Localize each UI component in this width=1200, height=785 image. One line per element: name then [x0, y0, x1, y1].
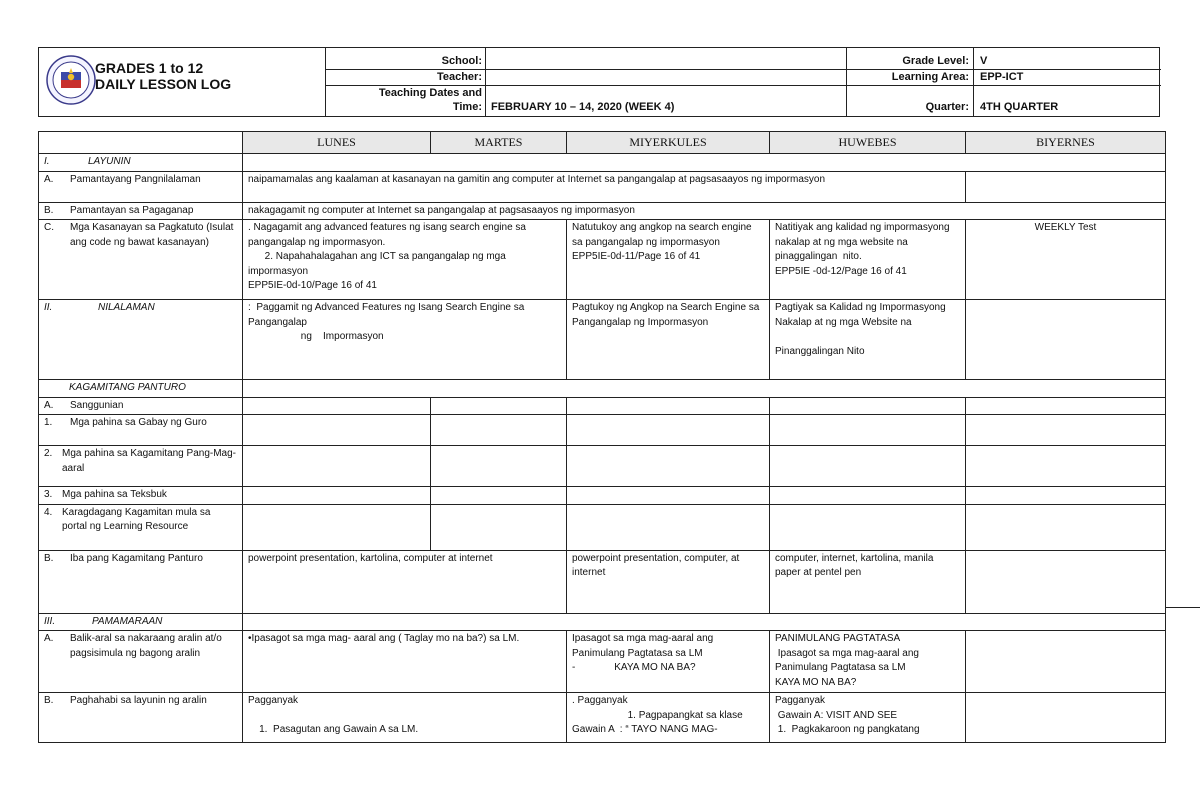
- empty-cell[interactable]: [966, 397, 1166, 415]
- empty-cell[interactable]: [966, 550, 1166, 613]
- header-divider: [846, 48, 847, 116]
- cell-heading: PANIMULANG PAGTATASA: [775, 633, 901, 645]
- row-kasanayan: [39, 220, 1166, 300]
- empty-cell[interactable]: [567, 397, 770, 415]
- empty-cell[interactable]: [966, 171, 1166, 202]
- day-header-row: [39, 132, 1166, 154]
- header-divider: [485, 48, 486, 116]
- table-edge-line: [1165, 607, 1200, 608]
- row-title: Balik-aral sa nakaraang aralin at/o pagsisimula ng bagong aralin: [70, 633, 222, 659]
- row-label: [39, 504, 243, 550]
- learning-area-label: Learning Area:: [891, 71, 969, 83]
- row-label: [39, 220, 243, 300]
- row-label: [39, 397, 243, 415]
- day-miyerkules: MIYERKULES: [567, 132, 770, 154]
- header-row-divider: [326, 69, 1161, 70]
- cell-huwebes[interactable]: [770, 631, 966, 693]
- row-key: 3.: [44, 489, 53, 501]
- cell-miyerkules[interactable]: . Pagganyak 1. Pagpapangkat sa klase Gawain A : “ TAYO NANG MAG-: [567, 693, 770, 743]
- row-nilalaman: [39, 300, 1166, 380]
- empty-cell[interactable]: [966, 487, 1166, 505]
- row-karagdagang: [39, 504, 1166, 550]
- cell-miyerkules[interactable]: Pagtukoy ng Angkop na Search Engine sa Pangangalap ng Impormasyon: [567, 300, 770, 380]
- row-label: [39, 202, 243, 220]
- empty-cell[interactable]: [431, 397, 567, 415]
- row-key: 4.: [44, 506, 53, 518]
- row-title: Pamantayang Pangnilalaman: [70, 173, 201, 185]
- deped-seal-icon: [46, 55, 96, 105]
- row-kagamitang-pang: [39, 446, 1166, 487]
- learning-area-field[interactable]: EPP-ICT: [980, 71, 1024, 83]
- row-key: 2.: [44, 448, 53, 460]
- empty-cell[interactable]: [243, 504, 431, 550]
- grade-level-field[interactable]: V: [980, 55, 988, 67]
- header-row-divider: [326, 85, 1161, 86]
- row-title: Mga pahina sa Teksbuk: [62, 489, 167, 501]
- row-label: [39, 300, 243, 380]
- title-line-1: GRADES 1 to 12: [95, 60, 204, 76]
- row-label: KAGAMITANG PANTURO: [39, 380, 243, 398]
- row-label: [39, 154, 243, 172]
- empty-cell[interactable]: [243, 487, 431, 505]
- row-pamantayang: [39, 171, 1166, 202]
- row-title: LAYUNIN: [88, 156, 131, 168]
- empty-cell[interactable]: [431, 487, 567, 505]
- cell-text: . Nagagamit ang advanced features ng isang search engine sa pangangalap ng impormasyon. 2. Napahahalagahan ang ICT sa pangangalap ng mga impormasyon: [248, 222, 526, 277]
- teaching-dates-label-line2: Time:: [452, 101, 482, 113]
- row-label: [39, 487, 243, 505]
- row-layunin: [39, 154, 1166, 172]
- row-iba-pang: [39, 550, 1166, 613]
- row-sanggunian: [39, 397, 1166, 415]
- row-key: 1.: [44, 417, 53, 429]
- empty-cell[interactable]: [431, 415, 567, 446]
- empty-cell[interactable]: [770, 415, 966, 446]
- row-title: Karagdagang Kagamitan mula sa portal ng Learning Resource: [62, 506, 211, 533]
- row-key: B.: [44, 552, 54, 564]
- row-kagamitan: [39, 380, 1166, 398]
- row-title: NILALAMAN: [98, 302, 155, 314]
- empty-cell[interactable]: [243, 415, 431, 446]
- row-key: A.: [44, 399, 54, 411]
- row-label: [39, 613, 243, 631]
- competency-code: EPP5IE-0d-10/Page 16 of 41: [248, 280, 377, 292]
- row-pamamaraan: [39, 613, 1166, 631]
- empty-cell[interactable]: [567, 446, 770, 487]
- content-cell[interactable]: naipamamalas ang kaalaman at kasanayan na gamitin ang computer at Internet sa pangangalap at pagsasaayos ng impormasyon: [243, 171, 966, 202]
- row-key: B.: [44, 204, 54, 216]
- row-title: Mga pahina sa Gabay ng Guro: [70, 417, 207, 429]
- day-biyernes: BIYERNES: [966, 132, 1166, 154]
- row-key: I.: [44, 156, 50, 168]
- cell-lunes[interactable]: Pagganyak 1. Pasagutan ang Gawain A sa LM.: [243, 693, 567, 743]
- competency-code: EPP5IE -0d-12/Page 16 of 41: [775, 265, 907, 277]
- empty-cell[interactable]: [243, 397, 431, 415]
- cell-huwebes[interactable]: Pagganyak Gawain A: VISIT AND SEE 1. Pagkakaroon ng pangkatang: [770, 693, 966, 743]
- empty-cell[interactable]: [567, 415, 770, 446]
- cell-lunes[interactable]: powerpoint presentation, kartolina, computer at internet: [243, 550, 567, 613]
- empty-cell[interactable]: [770, 397, 966, 415]
- empty-cell[interactable]: [966, 631, 1166, 693]
- row-key: II.: [44, 302, 53, 314]
- day-lunes: LUNES: [243, 132, 431, 154]
- teacher-label: Teacher:: [436, 71, 482, 83]
- cell-miyerkules[interactable]: powerpoint presentation, computer, at internet: [567, 550, 770, 613]
- empty-cell[interactable]: [243, 154, 1166, 172]
- empty-cell[interactable]: [243, 380, 1166, 398]
- row-balik-aral: [39, 631, 1166, 693]
- row-label: [39, 693, 243, 743]
- teaching-dates-label-line1: Teaching Dates and: [378, 87, 482, 99]
- cell-lunes[interactable]: [243, 220, 567, 300]
- cell-huwebes[interactable]: Pagtiyak sa Kalidad ng Impormasyong Nakalap at ng mga Website na Pinanggalingan Nito: [770, 300, 966, 380]
- cell-huwebes[interactable]: [770, 220, 966, 300]
- empty-cell[interactable]: [966, 504, 1166, 550]
- teaching-dates-field[interactable]: FEBRUARY 10 – 14, 2020 (WEEK 4): [491, 101, 675, 113]
- row-gabay: [39, 415, 1166, 446]
- empty-cell[interactable]: [567, 504, 770, 550]
- quarter-label: Quarter:: [925, 101, 969, 113]
- empty-cell[interactable]: [431, 446, 567, 487]
- cell-text: Ipasagot sa mga mag-aaral ang Panimulang Pagtatasa sa LM KAYA MO NA BA?: [775, 647, 919, 688]
- header-divider: [973, 48, 974, 116]
- empty-cell[interactable]: [770, 446, 966, 487]
- empty-cell[interactable]: [770, 487, 966, 505]
- content-cell[interactable]: nakagagamit ng computer at Internet sa pangangalap at pagsasaayos ng impormasyon: [243, 202, 1166, 220]
- cell-lunes[interactable]: : Paggamit ng Advanced Features ng Isang Search Engine sa Pangangalap ng Impormasyon: [243, 300, 567, 380]
- cell-biyernes[interactable]: WEEKLY Test: [966, 220, 1166, 300]
- empty-cell[interactable]: [966, 300, 1166, 380]
- row-key: A.: [44, 173, 54, 185]
- cell-miyerkules[interactable]: [567, 220, 770, 300]
- row-key: B.: [44, 695, 54, 707]
- row-label: [39, 415, 243, 446]
- grade-level-label: Grade Level:: [902, 55, 969, 67]
- row-title: Sanggunian: [70, 399, 124, 411]
- row-title: Iba pang Kagamitang Panturo: [70, 552, 203, 564]
- row-pagaganap: [39, 202, 1166, 220]
- cell-text: Natitiyak ang kalidad ng impormasyong nakalap at ng mga website na pinaggalingan nito.: [775, 222, 950, 263]
- corner-cell: [39, 132, 243, 154]
- empty-cell[interactable]: [770, 504, 966, 550]
- competency-code: EPP5IE-0d-11/Page 16 of 41: [572, 251, 701, 263]
- row-label: [39, 171, 243, 202]
- cell-text: Natutukoy ang angkop na search engine sa pangangalap ng impormasyon: [572, 222, 752, 248]
- row-label: [39, 631, 243, 693]
- row-title: PAMAMARAAN: [92, 615, 163, 627]
- day-martes: MARTES: [431, 132, 567, 154]
- empty-cell[interactable]: [243, 613, 1166, 631]
- row-title: Pamantayan sa Pagaganap: [70, 204, 194, 216]
- row-title: Paghahabi sa layunin ng aralin: [70, 695, 207, 707]
- row-key: A.: [44, 633, 54, 645]
- school-label: School:: [441, 55, 482, 67]
- row-key: C.: [44, 222, 54, 234]
- empty-cell[interactable]: [243, 446, 431, 487]
- row-label: [39, 446, 243, 487]
- empty-cell[interactable]: [966, 415, 1166, 446]
- day-huwebes: HUWEBES: [770, 132, 966, 154]
- title-line-2: DAILY LESSON LOG: [95, 76, 232, 92]
- row-paghahabi: [39, 693, 1166, 743]
- row-title: Mga Kasanayan sa Pagkatuto (Isulat ang code ng bawat kasanayan): [70, 222, 234, 248]
- header-block: [38, 47, 1160, 117]
- cell-lunes[interactable]: •Ipasagot sa mga mag- aaral ang ( Taglay mo na ba?) sa LM.: [243, 631, 567, 693]
- title-area: [39, 48, 326, 116]
- cell-huwebes[interactable]: computer, internet, kartolina, manila paper at pentel pen: [770, 550, 966, 613]
- row-key: III.: [44, 615, 56, 627]
- row-teksbuk: [39, 487, 1166, 505]
- row-label: [39, 550, 243, 613]
- quarter-field[interactable]: 4TH QUARTER: [980, 101, 1059, 113]
- empty-cell[interactable]: [966, 446, 1166, 487]
- cell-miyerkules[interactable]: Ipasagot sa mga mag-aaral ang Panimulang Pagtatasa sa LM - KAYA MO NA BA?: [567, 631, 770, 693]
- empty-cell[interactable]: [567, 487, 770, 505]
- row-title: Mga pahina sa Kagamitang Pang-Mag-aaral: [62, 448, 236, 474]
- empty-cell[interactable]: [966, 693, 1166, 743]
- empty-cell[interactable]: [431, 504, 567, 550]
- lesson-log-table: [38, 131, 1166, 743]
